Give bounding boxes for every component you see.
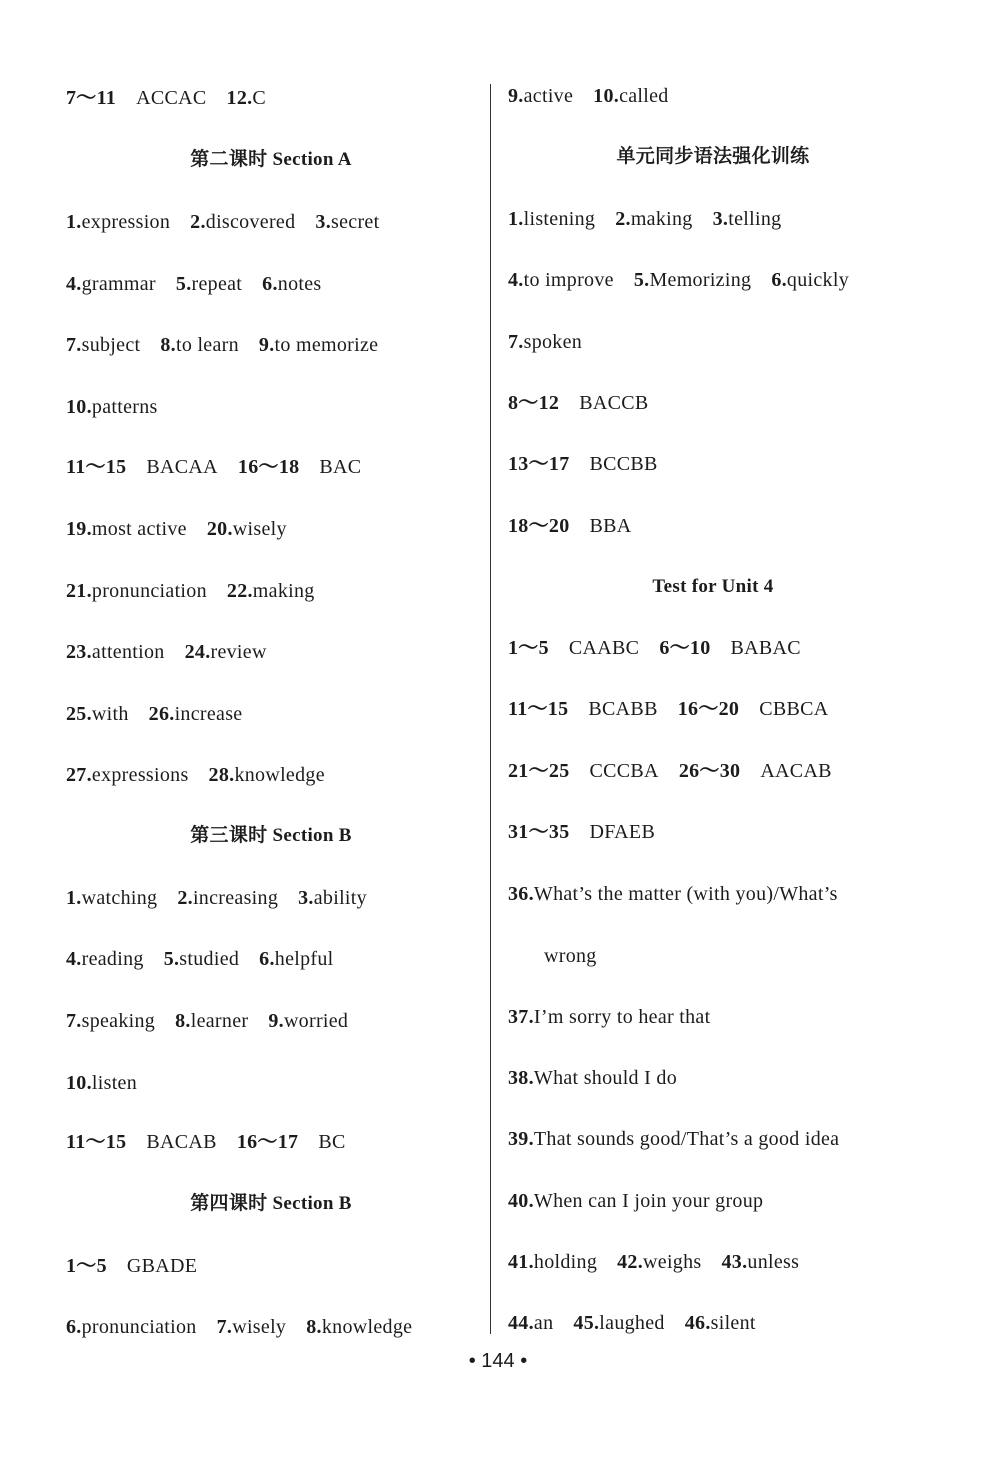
answer-text: notes <box>277 273 322 295</box>
answer-text: pronunciation <box>91 580 207 602</box>
question-number: 1. <box>66 887 82 909</box>
answer-item <box>593 85 668 107</box>
choice-answers: BABAC <box>730 637 801 659</box>
answer-row <box>508 1125 859 1153</box>
choice-answers: GBADE <box>126 1255 198 1277</box>
answer-text: patterns <box>91 396 158 418</box>
answer-item <box>306 1316 412 1338</box>
question-number: 9. <box>268 1010 284 1032</box>
answer-text: increasing <box>192 887 279 909</box>
question-number: 3. <box>315 211 332 233</box>
answer-item <box>508 331 582 353</box>
question-number: 19. <box>66 518 92 540</box>
question-number: 39. <box>508 1128 534 1150</box>
question-number: 5. <box>175 273 192 295</box>
choice-answer-row <box>508 634 821 662</box>
answer-item <box>315 211 379 233</box>
choice-answer-row <box>508 818 675 846</box>
answer-row <box>508 205 801 233</box>
answer-item <box>508 1006 710 1028</box>
answer-text: watching <box>81 887 158 909</box>
answer-item <box>259 334 378 356</box>
answer-text: When can I join your group <box>533 1190 764 1212</box>
question-number: 8. <box>175 1010 191 1032</box>
question-number: 42. <box>617 1251 644 1273</box>
answer-item <box>771 269 849 291</box>
question-number: 2. <box>615 208 631 230</box>
choice-answers: BAC <box>319 456 362 478</box>
answer-item <box>508 1067 677 1089</box>
question-range: 8～12 <box>508 392 560 414</box>
answer-text: ability <box>313 887 367 909</box>
answer-row <box>508 328 602 356</box>
answer-row <box>66 331 398 359</box>
answer-text: attention <box>91 641 165 663</box>
answer-row <box>508 1187 783 1215</box>
question-number: 6. <box>262 273 278 295</box>
choice-answer-row <box>66 1128 366 1156</box>
question-number: 43. <box>721 1251 748 1273</box>
section-heading: 第三课时 Section B <box>190 825 352 846</box>
answer-item <box>66 1316 197 1338</box>
answer-text: pronunciation <box>81 1316 197 1338</box>
answer-text: subject <box>81 334 141 356</box>
choice-answers: ACCAC <box>136 87 207 109</box>
question-number: 37. <box>508 1006 534 1028</box>
answer-row <box>66 1007 368 1035</box>
choice-answer-row <box>508 450 678 478</box>
answer-text: studied <box>179 948 240 970</box>
answer-text: to learn <box>175 334 239 356</box>
question-number: 9. <box>258 334 275 356</box>
choice-answers: CBBCA <box>759 698 829 720</box>
question-number: 40. <box>508 1190 534 1212</box>
choice-answers: BCABB <box>588 698 658 720</box>
answer-item <box>615 208 692 230</box>
question-range: 1～5 <box>66 1255 107 1277</box>
answer-item <box>66 273 156 295</box>
answer-text: spoken <box>523 331 583 353</box>
answer-text: expressions <box>91 764 189 786</box>
answer-text: wisely <box>232 1316 287 1338</box>
answer-row <box>66 393 178 421</box>
answer-text: weighs <box>643 1251 702 1273</box>
question-number: 44. <box>508 1312 534 1334</box>
question-range: 16～18 <box>237 456 300 478</box>
question-number: 21. <box>66 580 92 602</box>
answer-text: holding <box>533 1251 598 1273</box>
answer-row <box>66 945 354 973</box>
answer-item <box>66 764 189 786</box>
answer-item <box>66 1010 155 1032</box>
answer-item <box>209 764 325 786</box>
answer-text: most active <box>91 518 187 540</box>
choice-answers: BACAB <box>146 1131 217 1153</box>
answer-item <box>508 85 573 107</box>
answer-row <box>66 884 387 912</box>
answer-item <box>298 887 367 909</box>
question-number: 10. <box>593 85 620 107</box>
question-number: 24. <box>184 641 211 663</box>
choice-answers: BC <box>318 1131 346 1153</box>
answer-item <box>508 1251 597 1273</box>
choice-answer-row <box>66 1252 217 1280</box>
answer-row <box>508 1003 730 1031</box>
choice-answers: BACCB <box>579 392 649 414</box>
answer-text: What should I do <box>533 1067 678 1089</box>
answer-item <box>268 1010 348 1032</box>
answer-text: secret <box>331 211 380 233</box>
answer-text: review <box>210 641 267 663</box>
section-heading: 第四课时 Section B <box>190 1193 352 1214</box>
choice-answers: DFAEB <box>589 821 656 843</box>
choice-answers: AACAB <box>760 760 832 782</box>
answer-text: increase <box>174 703 243 725</box>
question-number: 25. <box>66 703 92 725</box>
answer-text: to memorize <box>274 334 379 356</box>
question-range: 11～15 <box>66 456 127 478</box>
question-number: 46. <box>684 1312 711 1334</box>
answer-text: C <box>252 87 267 109</box>
answer-item <box>227 87 267 109</box>
question-number: 45. <box>573 1312 600 1334</box>
choice-answer-row <box>66 453 381 481</box>
question-number: 6. <box>66 1316 82 1338</box>
answer-item <box>177 887 278 909</box>
question-number: 12. <box>226 87 253 109</box>
question-number: 8. <box>160 334 176 356</box>
question-number: 1. <box>508 208 524 230</box>
answer-item <box>508 1312 553 1334</box>
answer-row <box>66 1069 157 1097</box>
answer-item <box>175 1010 248 1032</box>
question-number: 6. <box>259 948 275 970</box>
answer-item <box>66 948 144 970</box>
choice-answer-row <box>508 757 852 785</box>
question-range: 13～17 <box>508 453 570 475</box>
question-number: 9. <box>508 85 524 107</box>
answer-row <box>66 761 345 789</box>
question-range: 11～15 <box>66 1131 127 1153</box>
answer-item <box>508 883 838 905</box>
answer-item <box>164 948 239 970</box>
section-heading: 第二课时 Section A <box>190 149 352 170</box>
answer-item <box>573 1312 664 1334</box>
answer-row <box>66 270 342 298</box>
question-number: 10. <box>66 1072 92 1094</box>
answer-row <box>508 266 869 294</box>
column-divider <box>490 84 491 1334</box>
question-number: 27. <box>66 764 92 786</box>
question-number: 7. <box>66 334 82 356</box>
answer-text: making <box>630 208 693 230</box>
answer-item <box>185 641 267 663</box>
page-number: • 144 • <box>468 1350 528 1372</box>
answer-row <box>66 515 307 543</box>
answer-row <box>508 880 858 908</box>
question-range: 21～25 <box>508 760 570 782</box>
answer-item <box>713 208 782 230</box>
answer-item <box>176 273 242 295</box>
answer-text: laughed <box>599 1312 665 1334</box>
answer-item <box>66 580 207 602</box>
answer-row <box>508 1248 819 1276</box>
answer-text: an <box>533 1312 554 1334</box>
answer-row <box>66 208 399 236</box>
answer-text: helpful <box>274 948 334 970</box>
question-range: 6～10 <box>659 637 711 659</box>
answer-text: That sounds good/That’s a good idea <box>533 1128 840 1150</box>
choice-answer-row <box>66 84 286 112</box>
answer-item <box>217 1316 287 1338</box>
answer-row <box>66 638 287 666</box>
answer-text: called <box>619 85 669 107</box>
question-number: 2. <box>190 211 206 233</box>
choice-answer-row <box>508 695 849 723</box>
answer-item <box>227 580 315 602</box>
section-heading: Test for Unit 4 <box>652 576 774 597</box>
answer-item <box>722 1251 800 1273</box>
question-number: 23. <box>66 641 92 663</box>
question-range: 7～11 <box>66 87 117 109</box>
answer-item <box>160 334 239 356</box>
question-range: 26～30 <box>678 760 741 782</box>
answer-row <box>66 700 263 728</box>
question-number: 7. <box>216 1316 233 1338</box>
answer-item <box>508 1190 763 1212</box>
question-number: 2. <box>177 887 193 909</box>
answer-text: active <box>523 85 574 107</box>
answer-item <box>508 1128 839 1150</box>
answer-text: quickly <box>786 269 850 291</box>
answer-text: grammar <box>81 273 156 295</box>
question-number: 20. <box>206 518 233 540</box>
answer-text: discovered <box>205 211 296 233</box>
choice-answers: BCCBB <box>589 453 658 475</box>
question-number: 26. <box>148 703 175 725</box>
question-number: 28. <box>208 764 235 786</box>
question-number: 22. <box>226 580 253 602</box>
question-range: 16～17 <box>236 1131 299 1153</box>
answer-item <box>66 334 140 356</box>
answer-item <box>66 1072 137 1094</box>
question-number: 10. <box>66 396 92 418</box>
answer-item <box>190 211 295 233</box>
answer-text: silent <box>710 1312 756 1334</box>
answer-item <box>508 208 595 230</box>
choice-answers: BBA <box>589 515 632 537</box>
answer-item <box>66 211 170 233</box>
choice-answers: CCCBA <box>589 760 659 782</box>
answer-text: unless <box>747 1251 800 1273</box>
question-number: 3. <box>298 887 314 909</box>
question-number: 6. <box>771 269 787 291</box>
question-range: 1～5 <box>508 637 549 659</box>
choice-answers: BACAA <box>146 456 218 478</box>
question-number: 5. <box>633 269 650 291</box>
answer-row <box>508 1309 776 1337</box>
section-heading: 单元同步语法强化训练 <box>616 146 810 167</box>
answer-text: I’m sorry to hear that <box>533 1006 711 1028</box>
answer-row <box>508 1064 697 1092</box>
answer-text: listening <box>523 208 596 230</box>
question-number: 8. <box>306 1316 322 1338</box>
question-number: 38. <box>508 1067 534 1089</box>
answer-text: speaking <box>81 1010 156 1032</box>
answer-item <box>207 518 287 540</box>
answer-item <box>149 703 243 725</box>
question-number: 7. <box>66 1010 82 1032</box>
answer-text: knowledge <box>234 764 325 786</box>
answer-text: knowledge <box>321 1316 413 1338</box>
answer-continuation: wrong <box>544 945 597 967</box>
answer-text: learner <box>190 1010 249 1032</box>
choice-answers: CAABC <box>568 637 640 659</box>
answer-item <box>634 269 751 291</box>
question-number: 36. <box>508 883 534 905</box>
answer-text: reading <box>81 948 144 970</box>
answer-item <box>685 1312 756 1334</box>
answer-item <box>66 703 129 725</box>
answer-item <box>66 641 165 663</box>
answer-item <box>66 518 187 540</box>
answer-text: telling <box>728 208 782 230</box>
answer-text: making <box>252 580 315 602</box>
answer-text: repeat <box>191 273 243 295</box>
question-number: 4. <box>508 269 524 291</box>
answer-item <box>259 948 333 970</box>
answer-row <box>508 82 689 110</box>
question-range: 16～20 <box>677 698 740 720</box>
question-number: 1. <box>66 211 82 233</box>
answer-text: What’s the matter (with you)/What’s <box>533 883 838 905</box>
answer-item <box>508 269 614 291</box>
question-range: 11～15 <box>508 698 569 720</box>
question-range: 18～20 <box>508 515 570 537</box>
choice-answer-row <box>508 512 652 540</box>
answer-row <box>66 1313 432 1341</box>
choice-answer-row <box>508 389 669 417</box>
question-number: 4. <box>66 273 82 295</box>
answer-row <box>66 577 335 605</box>
answer-text: with <box>91 703 129 725</box>
answer-item <box>617 1251 701 1273</box>
question-number: 5. <box>163 948 180 970</box>
answer-item <box>262 273 321 295</box>
question-number: 4. <box>66 948 82 970</box>
answer-text: listen <box>91 1072 138 1094</box>
question-number: 3. <box>712 208 729 230</box>
answer-text: Memorizing <box>649 269 752 291</box>
answer-text: expression <box>81 211 171 233</box>
question-number: 41. <box>508 1251 534 1273</box>
question-range: 31～35 <box>508 821 570 843</box>
answer-item <box>66 396 158 418</box>
answer-item <box>66 887 157 909</box>
answer-text: worried <box>283 1010 349 1032</box>
answer-text: wisely <box>232 518 287 540</box>
answer-text: to improve <box>523 269 614 291</box>
question-number: 7. <box>508 331 524 353</box>
